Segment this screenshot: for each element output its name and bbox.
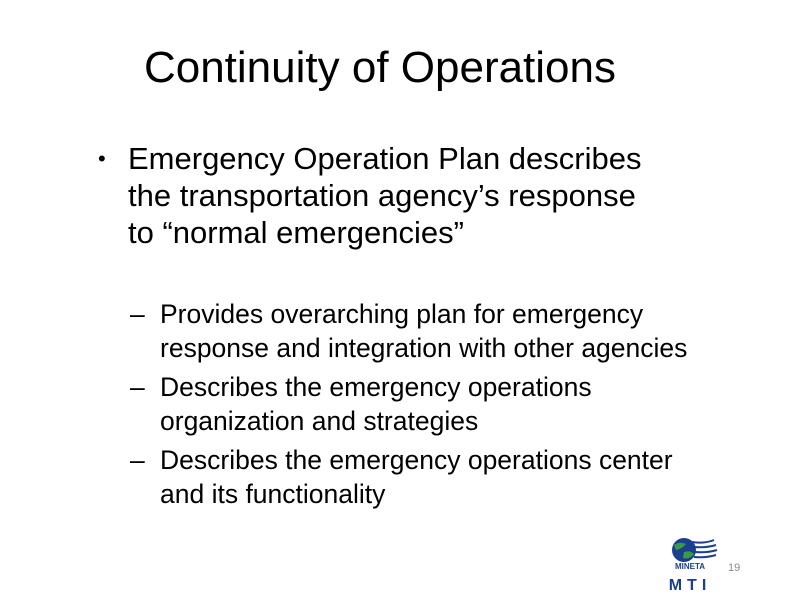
sub-bullet-list: [130, 298, 690, 517]
sub-bullet-text: Describes the emergency operations center and its functionality: [160, 445, 673, 509]
main-bullet: [98, 140, 658, 251]
slide-title: Continuity of Operations: [143, 43, 617, 92]
sub-bullet: [130, 298, 690, 365]
page-number: 19: [728, 562, 741, 574]
sub-bullet-dash: –: [130, 299, 145, 329]
logo-word-small: MINETA: [674, 562, 706, 571]
logo-word-big: MTI: [668, 577, 712, 594]
bullet-marker: •: [98, 146, 106, 171]
mti-logo: [662, 536, 718, 596]
main-bullet-text: Emergency Operation Plan describes the transportation agency’s response to “normal emergencies”: [128, 141, 642, 250]
sub-bullet: [130, 444, 690, 511]
sub-bullet-text: Describes the emergency operations organization and strategies: [160, 372, 592, 436]
sub-bullet-text: Provides overarching plan for emergency response and integration with other agencies: [160, 299, 688, 363]
sub-bullet-dash: –: [130, 445, 145, 475]
sub-bullet-dash: –: [130, 372, 145, 402]
sub-bullet: [130, 371, 690, 438]
